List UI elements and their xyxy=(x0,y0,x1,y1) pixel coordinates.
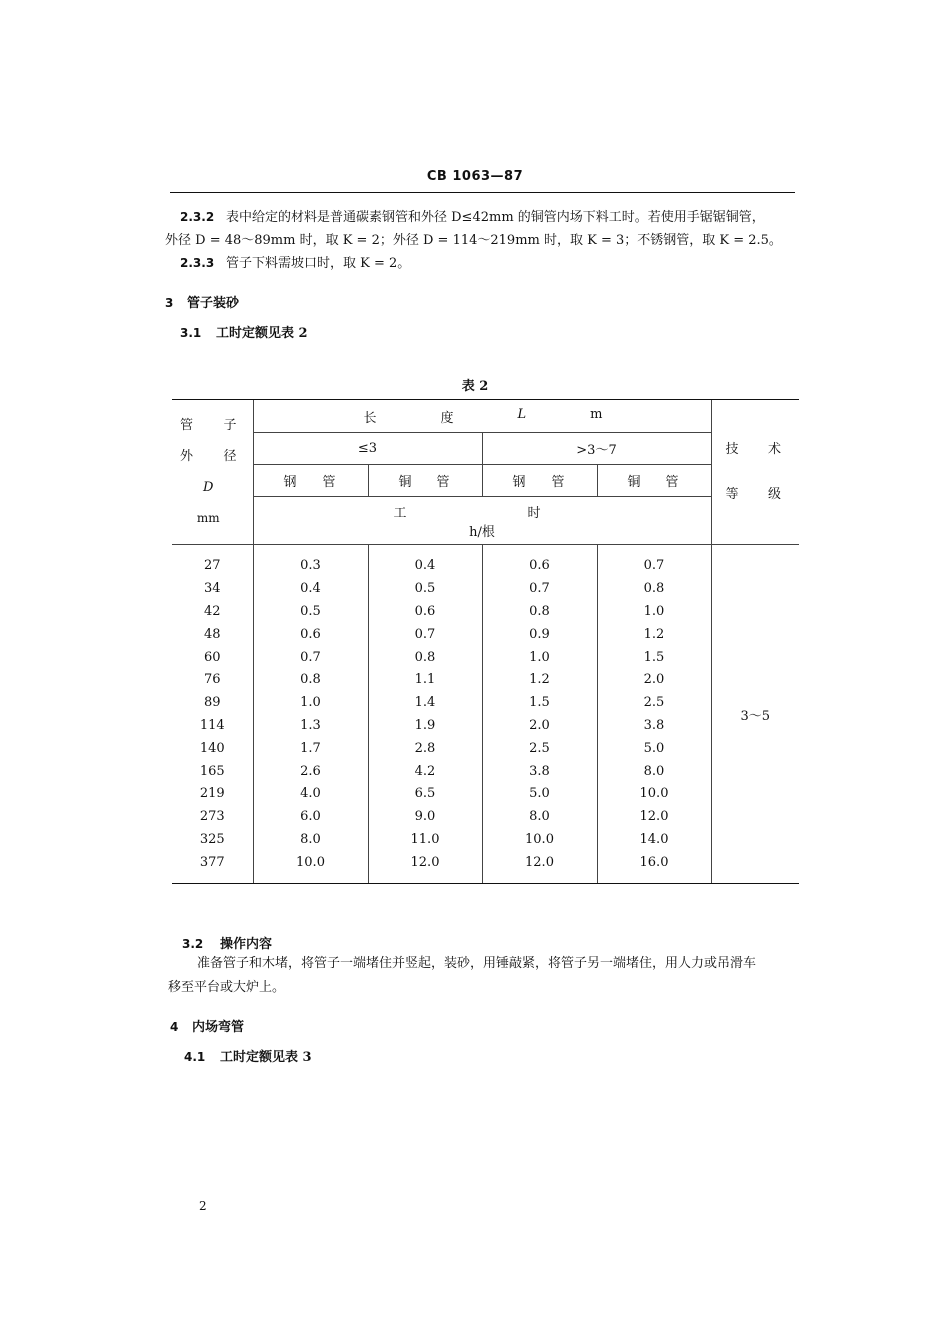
worktime-cell: 0.7 xyxy=(597,555,711,578)
table-spacer-row xyxy=(172,545,799,555)
material-char: 钢 xyxy=(512,475,526,490)
diameter-cell: 377 xyxy=(199,854,225,870)
worktime-cell: 1.9 xyxy=(368,714,482,737)
worktime-cell: 0.3 xyxy=(253,555,368,578)
stub-char: 管 xyxy=(180,418,194,433)
worktime-cell: 12.0 xyxy=(482,851,597,874)
length-header xyxy=(253,400,711,433)
table-row xyxy=(172,555,799,578)
length-char: 长 xyxy=(363,410,377,426)
diameter-cell: 114 xyxy=(199,717,225,733)
stub-char: 子 xyxy=(223,418,237,433)
worktime-cell: 4.0 xyxy=(253,782,368,805)
spacer-cell xyxy=(482,874,597,884)
worktime-cell: 0.5 xyxy=(368,577,482,600)
worktime-cell: 0.7 xyxy=(482,577,597,600)
worktime-cell: 8.0 xyxy=(597,760,711,783)
clause-3-2-heading xyxy=(182,933,272,952)
table-body xyxy=(172,545,799,884)
diameter-stub-header xyxy=(172,400,253,545)
tech-grade-value: 3～5 xyxy=(711,545,799,884)
worktime-cell: 0.5 xyxy=(253,600,368,623)
clause-3-2-line1: 准备管子和木堵，将管子一端堵住并竖起，装砂，用锤敲紧，将管子另一端堵住，用人力或吊滑车 xyxy=(197,956,757,971)
worktime-cell: 0.4 xyxy=(368,555,482,578)
worktime-cell: 1.3 xyxy=(253,714,368,737)
worktime-cell: 0.8 xyxy=(482,600,597,623)
table-row xyxy=(172,851,799,874)
clause-title: 工时定额见表 2 xyxy=(216,326,308,341)
tech-grade-char: 技 xyxy=(725,442,739,457)
tech-grade-char: 等 xyxy=(725,487,739,502)
clause-4-1-heading xyxy=(184,1046,312,1065)
material-header xyxy=(368,465,482,497)
standard-code: CB 1063—87 xyxy=(426,169,524,184)
tech-grade-header xyxy=(711,400,799,545)
diameter-cell: 219 xyxy=(199,786,225,802)
page-number: 2 xyxy=(199,1199,207,1213)
table-row xyxy=(172,600,799,623)
diameter-cell: 34 xyxy=(203,581,221,597)
table-row xyxy=(172,646,799,669)
spacer-cell xyxy=(172,874,253,884)
worktime-cell: 0.6 xyxy=(482,555,597,578)
clause-number: 3.1 xyxy=(180,326,202,340)
clause-text-line1: 表中给定的材料是普通碳素钢管和外径 D≤42mm 的铜管内场下料工时。若使用手锯锯铜管， xyxy=(226,210,765,225)
stub-symbol: D xyxy=(203,480,214,495)
clause-3-2-line2: 移至平台或大炉上。 xyxy=(168,980,286,995)
worktime-cell: 12.0 xyxy=(368,851,482,874)
worktime-cell: 1.0 xyxy=(253,691,368,714)
worktime-cell: 12.0 xyxy=(597,805,711,828)
spacer-cell xyxy=(597,545,711,555)
clause-3-1-heading xyxy=(180,322,308,341)
length-symbol: L xyxy=(517,406,527,422)
worktime-cell: 2.0 xyxy=(482,714,597,737)
section-4-heading xyxy=(170,1016,244,1035)
diameter-cell: 60 xyxy=(203,649,221,665)
worktime-header xyxy=(253,497,711,545)
table-row xyxy=(172,828,799,851)
range-header-3-7: >3～7 xyxy=(482,433,711,465)
tech-grade-char: 级 xyxy=(767,487,781,502)
worktime-unit: h/根 xyxy=(469,524,495,540)
table-row xyxy=(172,760,799,783)
spacer-cell xyxy=(368,545,482,555)
section-number: 4 xyxy=(170,1020,179,1034)
table-row xyxy=(172,737,799,760)
table-spacer-row xyxy=(172,874,799,884)
section-title: 内场弯管 xyxy=(192,1020,245,1035)
section-title: 管子装砂 xyxy=(187,296,240,311)
spacer-cell xyxy=(172,545,253,555)
diameter-cell: 42 xyxy=(203,603,221,619)
worktime-char: 时 xyxy=(527,505,541,521)
worktime-cell: 0.4 xyxy=(253,577,368,600)
diameter-cell: 89 xyxy=(203,695,221,711)
worktime-cell: 14.0 xyxy=(597,828,711,851)
worktime-cell: 6.0 xyxy=(253,805,368,828)
worktime-cell: 1.4 xyxy=(368,691,482,714)
worktime-cell: 5.0 xyxy=(597,737,711,760)
length-char: 度 xyxy=(440,410,454,426)
clause-2-3-3 xyxy=(180,252,800,275)
worktime-cell: 1.5 xyxy=(597,646,711,669)
worktime-cell: 1.0 xyxy=(482,646,597,669)
worktime-cell: 2.8 xyxy=(368,737,482,760)
material-char: 管 xyxy=(436,475,450,490)
worktime-cell: 1.7 xyxy=(253,737,368,760)
worktime-cell: 0.8 xyxy=(368,646,482,669)
worktime-cell: 2.0 xyxy=(597,668,711,691)
worktime-cell: 1.2 xyxy=(482,668,597,691)
worktime-cell: 0.7 xyxy=(253,646,368,669)
material-char: 管 xyxy=(665,475,679,490)
section-number: 3 xyxy=(165,296,174,310)
clause-number: 2.3.2 xyxy=(180,210,215,224)
table-row xyxy=(172,714,799,737)
worktime-cell: 2.6 xyxy=(253,760,368,783)
clause-2-3-2-line2: 外径 D = 48～89mm 时，取 K = 2；外径 D = 114～219mm 时，取 K = 3；不锈钢管，取 K = 2.5。 xyxy=(165,233,782,248)
material-char: 铜 xyxy=(398,475,412,490)
table-row xyxy=(172,782,799,805)
spacer-cell xyxy=(368,874,482,884)
worktime-cell: 10.0 xyxy=(482,828,597,851)
clause-title: 工时定额见表 3 xyxy=(220,1050,312,1065)
table-row xyxy=(172,623,799,646)
table-row xyxy=(172,691,799,714)
worktime-cell: 10.0 xyxy=(597,782,711,805)
worktime-cell: 4.2 xyxy=(368,760,482,783)
spacer-cell xyxy=(253,874,368,884)
worktime-cell: 0.9 xyxy=(482,623,597,646)
worktime-cell: 2.5 xyxy=(482,737,597,760)
diameter-cell: 48 xyxy=(203,626,221,642)
diameter-cell: 165 xyxy=(199,763,225,779)
diameter-cell: 325 xyxy=(199,831,225,847)
worktime-cell: 0.6 xyxy=(253,623,368,646)
clause-number: 3.2 xyxy=(182,937,204,951)
material-header xyxy=(597,465,711,497)
diameter-cell: 27 xyxy=(203,558,221,574)
worktime-cell: 3.8 xyxy=(482,760,597,783)
diameter-cell: 140 xyxy=(199,740,225,756)
worktime-cell: 9.0 xyxy=(368,805,482,828)
stub-char: 径 xyxy=(223,449,237,464)
length-unit: m xyxy=(590,406,603,422)
worktime-cell: 1.0 xyxy=(597,600,711,623)
material-char: 钢 xyxy=(283,475,297,490)
worktime-cell: 10.0 xyxy=(253,851,368,874)
worktime-cell: 3.8 xyxy=(597,714,711,737)
clause-text: 管子下料需坡口时，取 K = 2。 xyxy=(226,256,411,271)
header-rule xyxy=(170,192,795,193)
material-header xyxy=(482,465,597,497)
worktime-cell: 1.2 xyxy=(597,623,711,646)
diameter-cell: 76 xyxy=(203,672,221,688)
stub-unit: mm xyxy=(196,511,220,525)
tech-grade-char: 术 xyxy=(767,442,781,457)
worktime-cell: 11.0 xyxy=(368,828,482,851)
clause-2-3-2 xyxy=(180,206,800,229)
worktime-cell: 0.8 xyxy=(253,668,368,691)
section-3-heading xyxy=(165,292,239,311)
worktime-cell: 0.6 xyxy=(368,600,482,623)
worktime-cell: 1.5 xyxy=(482,691,597,714)
range-header-le3: ≤3 xyxy=(253,433,482,465)
clause-number: 2.3.3 xyxy=(180,256,215,270)
worktime-cell: 16.0 xyxy=(597,851,711,874)
worktime-cell: 8.0 xyxy=(253,828,368,851)
spacer-cell xyxy=(597,874,711,884)
worktime-cell: 2.5 xyxy=(597,691,711,714)
worktime-cell: 1.1 xyxy=(368,668,482,691)
worktime-cell: 0.7 xyxy=(368,623,482,646)
material-char: 铜 xyxy=(627,475,641,490)
diameter-cell: 273 xyxy=(199,809,225,825)
spacer-cell xyxy=(253,545,368,555)
table-row xyxy=(172,805,799,828)
worktime-cell: 8.0 xyxy=(482,805,597,828)
stub-char: 外 xyxy=(180,449,194,464)
table-row xyxy=(172,668,799,691)
worktime-cell: 6.5 xyxy=(368,782,482,805)
worktime-cell: 5.0 xyxy=(482,782,597,805)
material-header xyxy=(253,465,368,497)
worktime-cell: 0.8 xyxy=(597,577,711,600)
table-row xyxy=(172,577,799,600)
material-char: 管 xyxy=(322,475,336,490)
clause-number: 4.1 xyxy=(184,1050,206,1064)
material-char: 管 xyxy=(551,475,565,490)
worktime-char: 工 xyxy=(393,505,407,521)
worktime-table xyxy=(172,399,799,884)
clause-title: 操作内容 xyxy=(220,937,273,952)
spacer-cell xyxy=(482,545,597,555)
table-title: 表 2 xyxy=(461,379,489,394)
